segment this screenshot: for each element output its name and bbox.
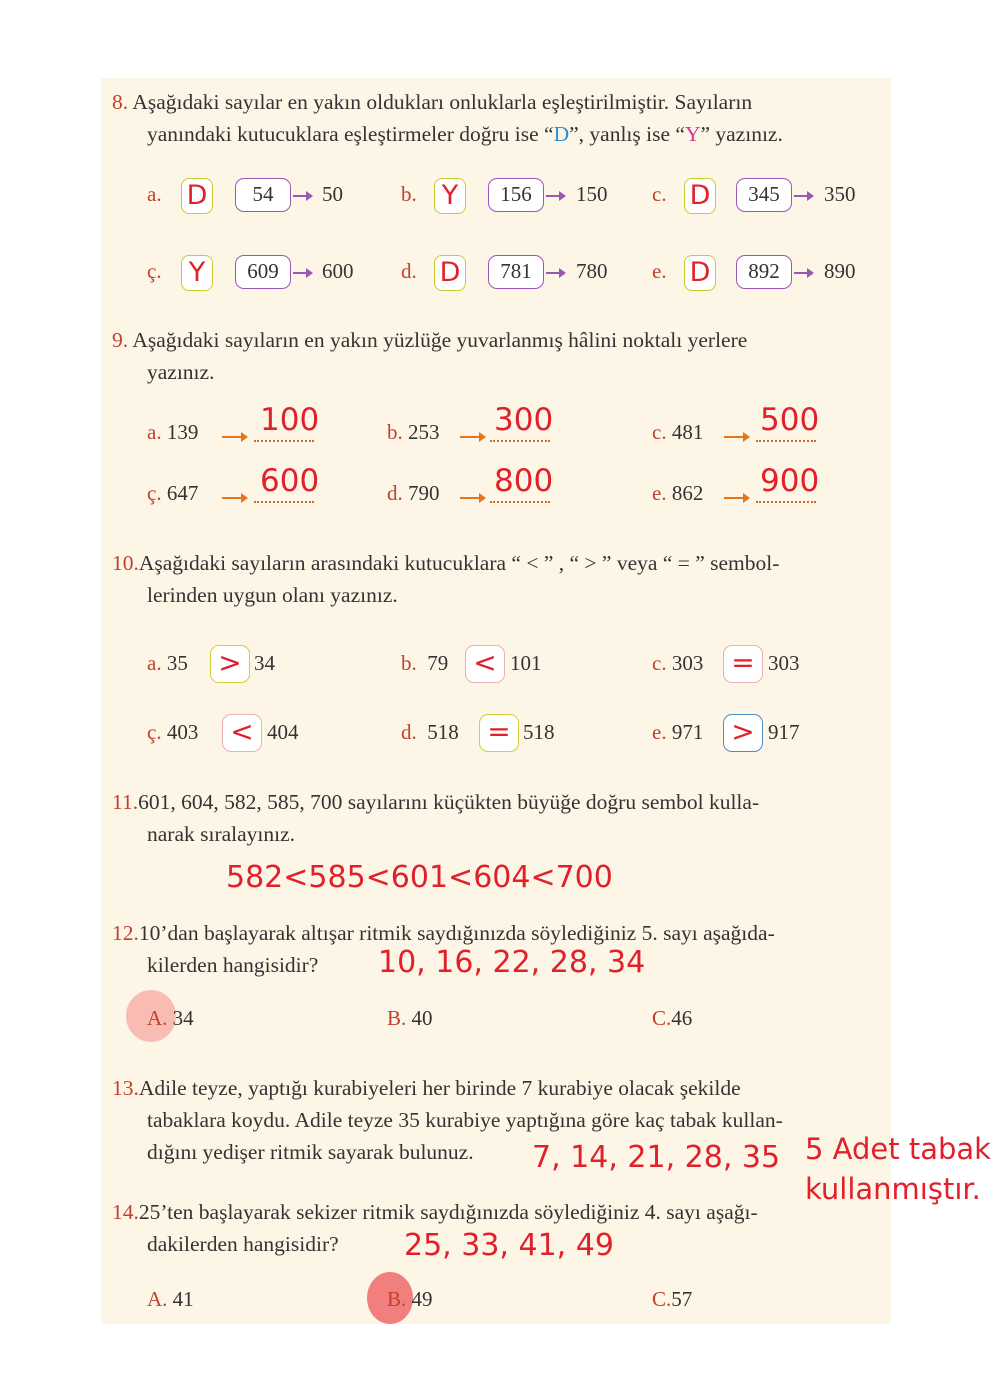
q14-line2: dakilerden hangisidir? [147,1232,339,1256]
q9-item [387,481,440,506]
q9-answer[interactable]: 800 [494,463,554,499]
q12-handwritten-work[interactable]: 10, 16, 22, 28, 34 [378,945,646,980]
q10-item [401,651,448,676]
q14-option-label: A. [147,1287,168,1311]
q10-left: 35 [166,651,188,675]
q10-right: 303 [768,651,800,675]
q10-right: 518 [523,720,555,744]
q13-handwritten-work[interactable]: 7, 14, 21, 28, 35 [532,1140,781,1175]
q8-answer-box[interactable]: D [434,255,466,291]
q8-number-box: 609 [235,255,291,289]
q9-number: 9. [112,328,129,352]
q14-handwritten-work[interactable]: 25, 33, 41, 49 [404,1228,614,1263]
q9-text1: Aşağıdaki sayıların en yakın yüzlüğe yuvarlanmış hâlini noktalı yerlere [132,328,748,352]
q11-line1 [112,786,759,818]
q10-item [147,720,198,745]
q9-item-label: b. [387,420,403,444]
q9-item-label: ç. [147,481,162,505]
q9-arrow [460,497,480,499]
q12-option-a[interactable] [147,1006,194,1031]
q13-line3: dığını yedişer ritmik sayarak bulunuz. [147,1140,474,1164]
q8-arrow [794,195,808,197]
q9-item-label: e. [652,481,667,505]
q14-number: 14. [112,1200,139,1224]
q9-item-number: 481 [671,420,704,444]
q10-left: 403 [166,720,199,744]
q8-target: 890 [824,259,856,283]
q9-item [147,481,198,506]
q9-blank [756,501,816,503]
q9-blank [490,440,550,442]
q11-text1: 601, 604, 582, 585, 700 sayılarını küçükten büyüğe doğru sembol kulla- [138,790,760,814]
q8-answer-box[interactable]: Y [181,255,213,291]
q10-symbol-box[interactable]: < [465,645,505,683]
q10-item-label: a. [147,651,162,675]
q8-text2b: ”, yanlış ise “ [569,122,685,146]
q9-item-number: 862 [671,481,704,505]
q9-blank [254,440,314,442]
q14-option-label: B. [387,1287,407,1311]
q9-item [147,420,198,445]
q9-item-number: 139 [166,420,199,444]
q8-target: 780 [576,259,608,283]
q8-number: 8. [112,90,129,114]
q12-option-label: A. [147,1006,168,1030]
q13-text1: Adile teyze, yaptığı kurabiyeleri her birinde 7 kurabiye olacak şekilde [138,1076,741,1100]
q10-left: 971 [671,720,704,744]
q13-handwritten-note-1[interactable]: 5 Adet tabak [805,1132,991,1166]
q10-item [147,651,188,676]
q9-item-label: d. [387,481,403,505]
q9-arrow [460,436,480,438]
q10-symbol-box[interactable]: < [222,714,262,752]
q9-answer[interactable]: 500 [760,402,820,438]
q8-line1 [112,86,752,118]
q9-arrow [222,497,242,499]
q8-item-label: e. [652,259,667,283]
q10-item-label: d. [401,720,417,744]
q9-item-label: a. [147,420,162,444]
q8-item-label: d. [401,259,417,283]
q8-item-label: b. [401,182,417,206]
q8-line2 [147,118,783,150]
q14-option-label: C. [652,1287,672,1311]
q8-text1: Aşağıdaki sayılar en yakın oldukları onluklarla eşleştirilmiştir. Sayıların [132,90,753,114]
q8-y-letter: Y [684,122,701,146]
q8-item-label: a. [147,182,162,206]
q8-answer-box[interactable]: Y [434,178,466,214]
q10-right: 404 [267,720,299,744]
q14-option-value: 41 [172,1287,194,1311]
q10-item-label: ç. [147,720,162,744]
q12-option-c[interactable] [652,1006,692,1031]
q8-target: 350 [824,182,856,206]
q9-item-number: 790 [408,481,440,505]
q9-blank [756,440,816,442]
q8-item-label: c. [652,182,667,206]
q10-line2: lerinden uygun olanı yazınız. [147,583,398,607]
q9-blank [254,501,314,503]
q9-arrow [222,436,242,438]
q13-number: 13. [112,1076,139,1100]
q10-item [652,720,703,745]
q9-item [387,420,440,445]
q8-arrow [794,272,808,274]
q14-line1 [112,1196,758,1228]
q14-option-a[interactable] [147,1287,194,1312]
q8-number-box: 781 [488,255,544,289]
q12-option-label: C. [652,1006,672,1030]
q8-d-letter: D [553,122,570,146]
q10-left: 518 [427,720,459,744]
q8-number-box: 156 [488,178,544,212]
q9-answer[interactable]: 900 [760,463,820,499]
q8-text2c: ” yazınız. [700,122,783,146]
q9-arrow [724,497,744,499]
q13-handwritten-note-2[interactable]: kullanmıştır. [805,1172,981,1206]
q11-line2: narak sıralayınız. [147,822,296,846]
q10-line1 [112,547,779,579]
q10-number: 10. [112,551,139,575]
q12-option-b[interactable] [387,1006,433,1031]
q8-arrow [546,272,560,274]
q8-answer-box[interactable]: D [684,255,716,291]
q8-number-box: 892 [736,255,792,289]
q10-symbol-box[interactable]: > [723,714,763,752]
q12-option-value: 40 [411,1006,433,1030]
q9-item-label: c. [652,420,667,444]
q8-target: 50 [322,182,343,206]
q8-number-box: 54 [235,178,291,212]
q10-right: 34 [254,651,275,675]
q12-text1: 10’dan başlayarak altışar ritmik saydığınızda söylediğiniz 5. sayı aşağıda- [138,921,775,945]
q14-option-b[interactable] [387,1287,433,1312]
q8-arrow [293,272,307,274]
q10-item [401,720,459,745]
q10-left: 303 [671,651,704,675]
q12-number: 12. [112,921,139,945]
q10-item-label: e. [652,720,667,744]
q10-symbol-box[interactable]: > [210,645,250,683]
q9-blank [490,501,550,503]
q13-line1 [112,1072,741,1104]
q10-text1: Aşağıdaki sayıların arasındaki kutucuklara “ < ” , “ > ” veya “ = ” sembol- [138,551,780,575]
q12-line2: kilerden hangisidir? [147,953,319,977]
q9-arrow [724,436,744,438]
q9-line2: yazınız. [147,360,215,384]
q9-item-number: 253 [408,420,440,444]
q9-answer[interactable]: 600 [260,463,320,499]
q10-right: 101 [510,651,542,675]
q9-line1 [112,324,747,356]
q10-left: 79 [427,651,449,675]
q8-answer-box[interactable]: D [684,178,716,214]
q9-item-number: 647 [166,481,199,505]
q8-text2a: yanındaki kutucuklara eşleştirmeler doğru ise “ [147,122,554,146]
q10-right: 917 [768,720,800,744]
q8-arrow [293,195,307,197]
q8-number-box: 345 [736,178,792,212]
q9-item [652,420,703,445]
q9-item [652,481,703,506]
q11-handwritten-answer[interactable]: 582<585<601<604<700 [226,860,613,895]
q8-target: 150 [576,182,608,206]
q14-text1: 25’ten başlayarak sekizer ritmik saydığınızda söylediğiniz 4. sayı aşağı- [138,1200,758,1224]
q10-symbol-box[interactable]: = [723,645,763,683]
q12-option-value: 34 [172,1006,194,1030]
q14-option-value: 49 [411,1287,433,1311]
q9-answer[interactable]: 300 [494,402,554,438]
q10-symbol-box[interactable]: = [479,714,519,752]
q8-answer-box[interactable]: D [181,178,213,214]
q8-target: 600 [322,259,354,283]
q11-number: 11. [112,790,139,814]
q13-line2: tabaklara koydu. Adile teyze 35 kurabiye yaptığına göre kaç tabak kullan- [147,1108,783,1132]
q10-item [652,651,703,676]
q12-option-value: 46 [671,1006,693,1030]
q10-item-label: b. [401,651,417,675]
q14-option-c[interactable] [652,1287,692,1312]
q12-option-label: B. [387,1006,407,1030]
q9-answer[interactable]: 100 [260,402,320,438]
q8-arrow [546,195,560,197]
q10-item-label: c. [652,651,667,675]
q14-option-value: 57 [671,1287,693,1311]
q8-item-label: ç. [147,259,162,283]
